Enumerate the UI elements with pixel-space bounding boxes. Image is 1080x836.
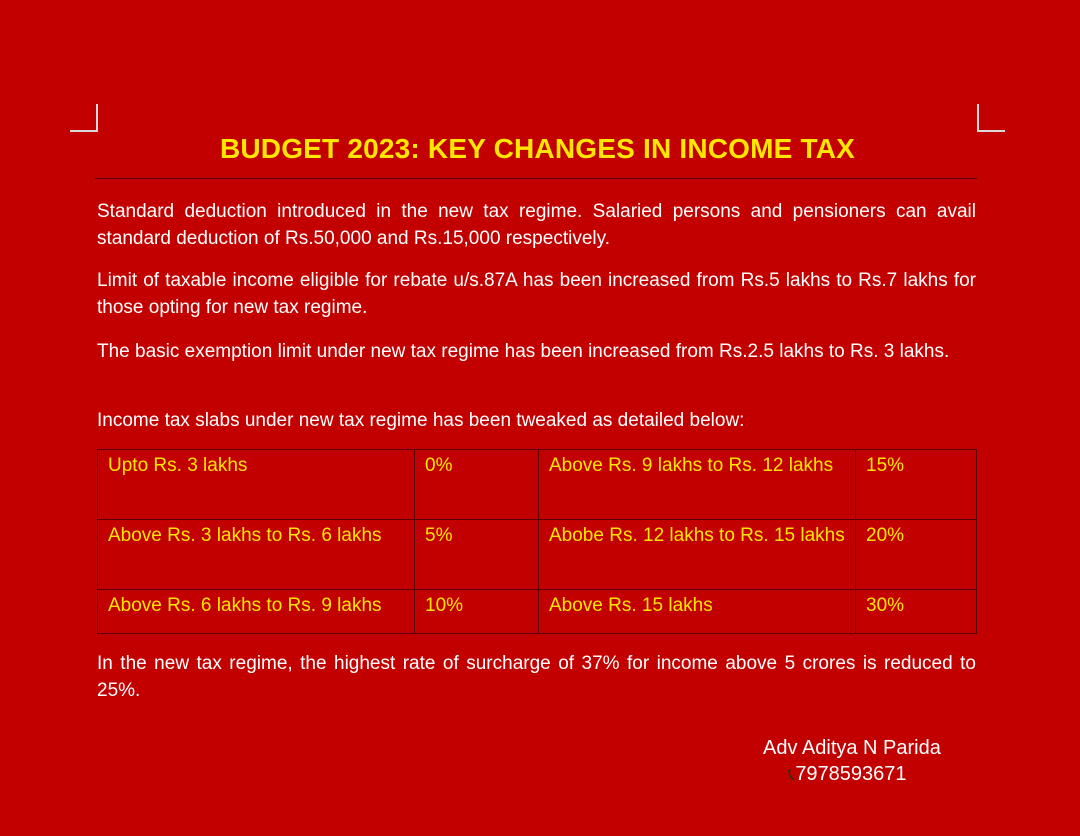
signature-block (763, 735, 941, 787)
title-divider (95, 178, 977, 179)
slab-rate-cell: 5% (415, 520, 539, 590)
slab-rate-cell: 30% (856, 590, 977, 634)
crop-mark-top-left (70, 104, 98, 132)
table-row (98, 590, 977, 634)
paragraph-slabs-intro: Income tax slabs under new tax regime has been tweaked as detailed below: (97, 410, 745, 431)
slab-range-cell: Above Rs. 6 lakhs to Rs. 9 lakhs (98, 590, 415, 634)
paragraph-rebate-limit: Limit of taxable income eligible for rebate u/s.87A has been increased from Rs.5 lakhs to Rs.7 lakhs for those opting for new tax regime. (97, 270, 976, 318)
crop-mark-top-right (977, 104, 1005, 132)
paragraph-basic-exemption: The basic exemption limit under new tax regime has been increased from Rs.2.5 lakhs to Rs. 3 lakhs. (97, 341, 950, 362)
table-row (98, 450, 977, 520)
signature-phone[interactable]: 7978593671 (795, 763, 907, 785)
tax-slabs-table (97, 449, 977, 634)
slab-range-cell: Above Rs. 3 lakhs to Rs. 6 lakhs (98, 520, 415, 590)
phone-receiver-icon: 📞︎ (788, 764, 795, 784)
table-row (98, 520, 977, 590)
slab-range-cell: Above Rs. 9 lakhs to Rs. 12 lakhs (539, 450, 856, 520)
slab-range-cell: Abobe Rs. 12 lakhs to Rs. 15 lakhs (539, 520, 856, 590)
paragraph-surcharge: In the new tax regime, the highest rate of surcharge of 37% for income above 5 crores is reduced to 25%. (97, 653, 976, 701)
paragraph-standard-deduction: Standard deduction introduced in the new tax regime. Salaried persons and pensioners can avail standard deduction of Rs.50,000 and Rs.15,000 respectively. (97, 201, 976, 249)
slab-rate-cell: 20% (856, 520, 977, 590)
slab-rate-cell: 15% (856, 450, 977, 520)
slab-range-cell: Above Rs. 15 lakhs (539, 590, 856, 634)
slab-rate-cell: 10% (415, 590, 539, 634)
signature-phone-line (763, 761, 941, 787)
signature-name: Adv Aditya N Parida (763, 737, 941, 759)
slab-range-cell: Upto Rs. 3 lakhs (98, 450, 415, 520)
page-title: BUDGET 2023: KEY CHANGES IN INCOME TAX (219, 133, 856, 164)
slab-rate-cell: 0% (415, 450, 539, 520)
